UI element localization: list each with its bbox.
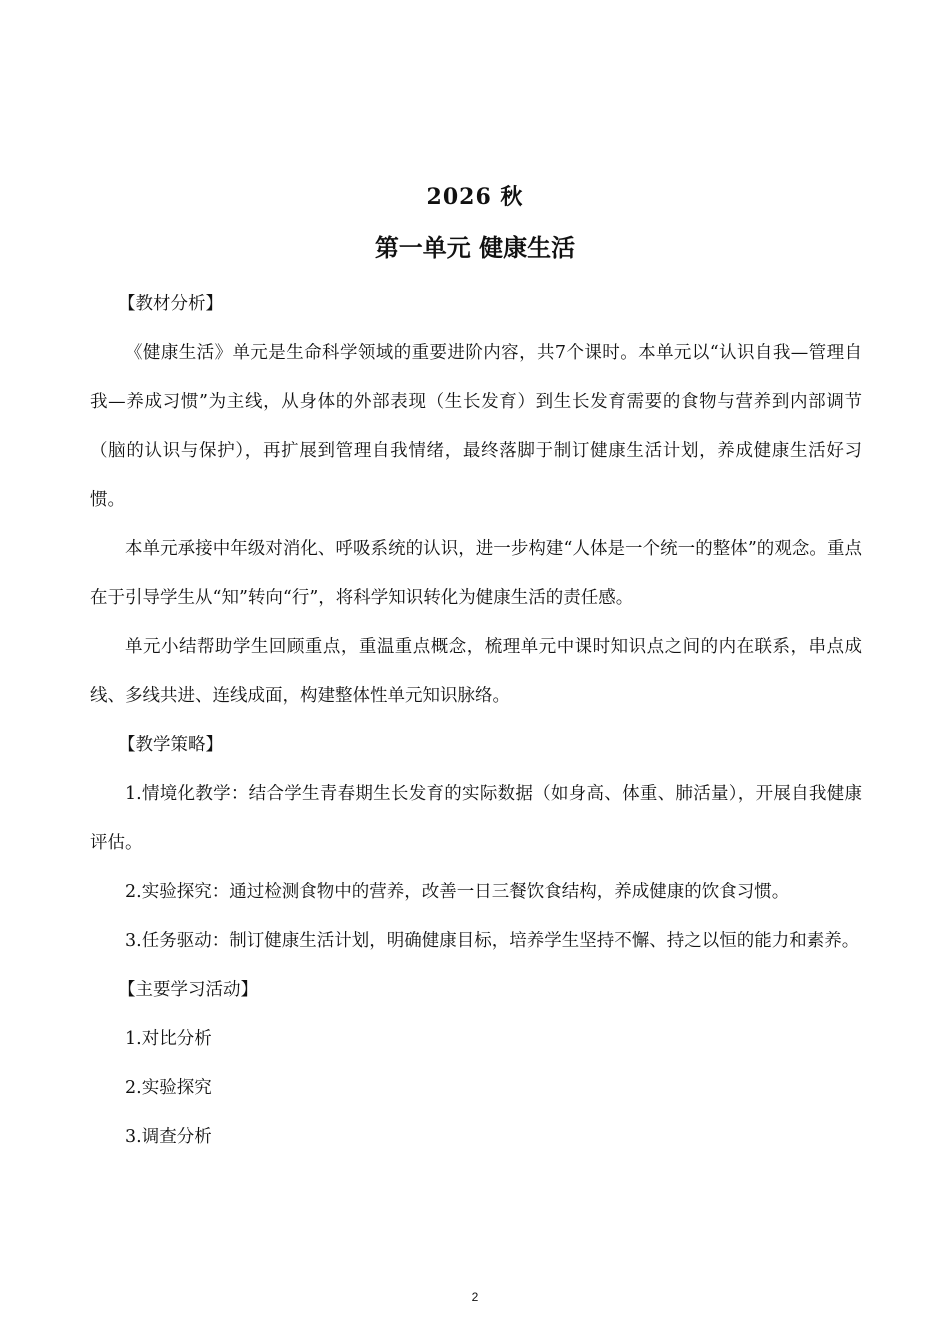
page-number: 2 <box>471 1290 479 1304</box>
analysis-paragraph: 单元小结帮助学生回顾重点，重温重点概念，梳理单元中课时知识点之间的内在联系，串点成线、多线共进、连线成面，构建整体性单元知识脉络。 <box>90 637 862 706</box>
strategy-item: 3.任务驱动：制订健康生活计划，明确健康目标，培养学生坚持不懈、持之以恒的能力和素养。 <box>125 931 860 951</box>
document-year-title: 2026 秋 <box>426 184 524 210</box>
activity-item: 2.实验探究 <box>125 1078 212 1098</box>
activity-item: 1.对比分析 <box>125 1029 212 1049</box>
section-heading-analysis: 【教材分析】 <box>118 294 223 314</box>
analysis-paragraph: 本单元承接中年级对消化、呼吸系统的认识，进一步构建“人体是一个统一的整体”的观念。重点在于引导学生从“知”转向“行”，将科学知识转化为健康生活的责任感。 <box>90 539 862 608</box>
strategy-item: 1.情境化教学：结合学生青春期生长发育的实际数据（如身高、体重、肺活量），开展自我健康评估。 <box>90 784 862 853</box>
section-heading-strategy: 【教学策略】 <box>118 735 223 755</box>
unit-title: 第一单元 健康生活 <box>374 233 576 262</box>
document-body <box>90 280 862 1162</box>
analysis-paragraph: 《健康生活》单元是生命科学领域的重要进阶内容，共7个课时。本单元以“认识自我—管理自我—养成习惯”为主线，从身体的外部表现（生长发育）到生长发育需要的食物与营养到内部调节（脑的认识与保护），再扩展到管理自我情绪，最终落脚于制订健康生活计划，养成健康生活好习惯。 <box>90 343 862 510</box>
strategy-item: 2.实验探究：通过检测食物中的营养，改善一日三餐饮食结构，养成健康的饮食习惯。 <box>125 882 790 902</box>
activity-item: 3.调查分析 <box>125 1127 212 1147</box>
section-heading-activities: 【主要学习活动】 <box>118 980 258 1000</box>
